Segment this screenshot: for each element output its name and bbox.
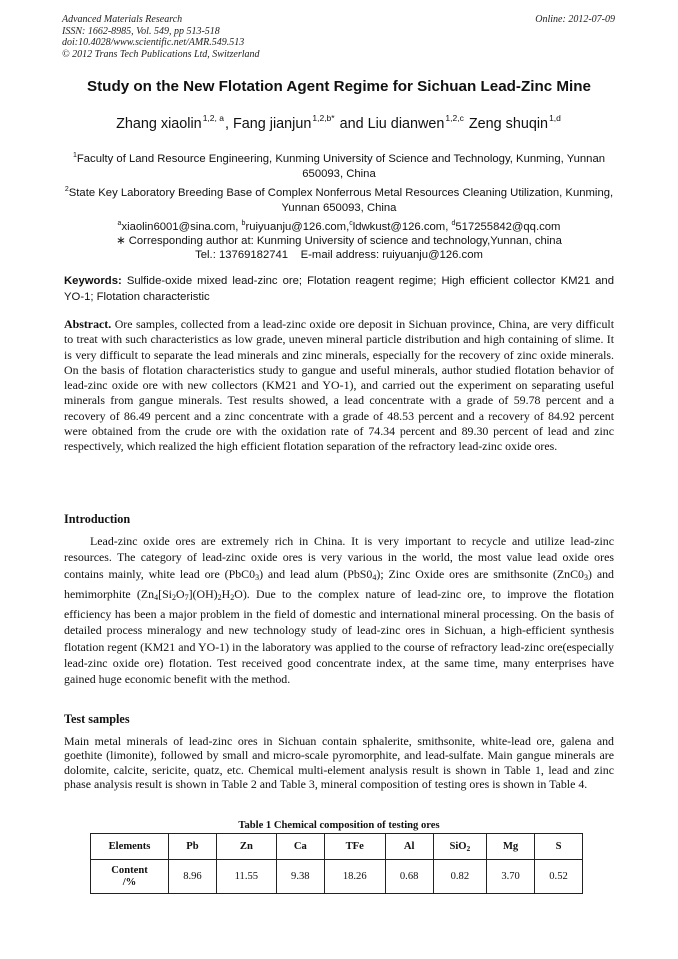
abstract [64, 317, 614, 454]
abstract-text: Ore samples, collected from a lead-zinc oxide ore deposit in Sichuan province, China, are very difficult to treat with such characteristics as low grade, uneven mineral particle distribution and high containing of slime. It is very difficult to separate the lead minerals and zinc minerals, especially for the recovery of zinc oxide minerals. On the basis of flotation characteristics study to gangue and useful minerals, author studied flotation behavior of lead-zinc oxide ore with new collectors (KM21 and YO-1), and carried out the experiment on separating useful minerals from gangue minerals. Test results showed, a lead concentrate with a grade of 59.78 percent and a recovery of 86.49 percent and a zinc concentrate with a grade of 48.53 percent and a recovery of 84.92 percent were obtained from the crude ore with the oxidation rate of 74.34 percent and 89.30 percent of lead and zinc respectively, which realized the high efficient flotation separation of the refractory lead-zinc oxide ores. [64, 317, 614, 453]
abstract-label: Abstract. [64, 317, 112, 331]
table-header-cell: S [535, 834, 583, 860]
table-header-cell: Pb [169, 834, 217, 860]
affiliation-text: Faculty of Land Resource Engineering, Kunming University of Science and Technology, Kunming, Yunnan 650093, China [76, 153, 606, 180]
author-affil-mark: 1,d [549, 113, 561, 123]
issn-line: ISSN: 1662-8985, Vol. 549, pp 513-518 [62, 25, 220, 37]
email-mark: d [451, 220, 456, 227]
author-name: Zhang xiaolin [116, 116, 202, 132]
journal-name: Advanced Materials Research [62, 14, 183, 25]
table-caption: Table 1 Chemical composition of testing ores [238, 820, 440, 831]
table-header-cell: TFe [324, 834, 385, 860]
table-row [91, 860, 583, 894]
keywords-label: Keywords: [64, 275, 122, 287]
affiliation-mark: 2 [64, 186, 69, 193]
email-link[interactable]: ldwkust@126.com, [352, 221, 452, 233]
keywords [64, 274, 614, 305]
affiliation-text: State Key Laboratory Breeding Base of Complex Nonferrous Metal Resources Cleaning Utilization, Kunming, Yunnan 650093, China [68, 187, 614, 214]
table-header-cell: Mg [487, 834, 535, 860]
introduction-paragraph: Lead-zinc oxide ores are extremely rich in China. It is very important to recycle and utilize lead-zinc resources. The category of lead-zinc oxide ores is very various in the world, the most value lead oxide ores contains mainly, white lead ore $(PbC0_3)$ and lead alum $(PbS0_4)$; Zinc Oxide ores are smithsonite $(ZnC0_3)$ and hemimorphite $(Zn_4[Si_2O_7](OH)_2H_2O)$. Due to the complex nature of lead-zinc ore, to improve the flotation efficiency has been a major problem in the field of domestic and international mineral processing. On the basis of detailed process mineralogy and new technology study of lead-zinc ores in Sichuan, a high-efficient synthesis flotation regent (KM21 and YO-1) in the laboratory was applied to the course of refractory lead-zinc ore(especially lead-zinc oxide ore) flotation. Test received good concentrate index, at the same time, many enterprises have gained huge economic benefit with the method. [64, 534, 614, 686]
contact-block [0, 217, 678, 262]
email-link[interactable]: ruiyuanju@126.com, [245, 221, 350, 233]
online-date: Online: 2012-07-09 [535, 14, 615, 25]
affiliation-1 [64, 148, 614, 182]
author-affil-mark: 1,2,c [445, 113, 464, 123]
table-header-cell: SiO$_2$ [433, 834, 487, 860]
author-separator: and [335, 116, 368, 132]
table-cell: 11.55 [216, 860, 276, 894]
table-cell: 0.82 [433, 860, 487, 894]
email-mark: a [117, 220, 122, 227]
table-cell: 0.68 [385, 860, 433, 894]
table-header-cell: Zn [216, 834, 276, 860]
doi-line: doi:10.4028/www.scientific.net/AMR.549.513 [62, 37, 245, 48]
author-name: Fang jianjun [232, 116, 312, 132]
test-samples-paragraph: Main metal minerals of lead-zinc ores in Sichuan contain sphalerite, smithsonite, white-lead ore, galena and goethite (limonite), followed by small and micro-scale pyromorphite, and lead-sulfate. Main gangue minerals are dolomite, calcite, sericite, quatz, etc. Chemical multi-element analysis result is shown in Table 1, lead and zinc phase analysis result is shown in Table 2 and Table 3, mineral composition of testing ores is shown in Table 4. [64, 734, 614, 791]
chemical-composition-table [90, 833, 583, 894]
running-header [62, 14, 260, 60]
keywords-text: Sulfide-oxide mixed lead-zinc ore; Flotation reagent regime; High efficient collector KM21 and YO-1; Flotation characteristic [64, 275, 614, 303]
table-header-cell: Al [385, 834, 433, 860]
table-row-label: Content /% [91, 860, 169, 894]
author-affil-mark: 1,2,b* [312, 113, 335, 123]
copyright-line: © 2012 Trans Tech Publications Ltd, Switzerland [62, 48, 260, 60]
affiliation-mark: 1 [72, 152, 77, 159]
email-mark: c [349, 220, 353, 227]
email-line [0, 217, 678, 234]
table-cell: 8.96 [169, 860, 217, 894]
affiliation-2 [64, 182, 614, 216]
contact-line: Tel.: 13769182741 E-mail address: ruiyuanju@126.com [195, 249, 483, 261]
email-link[interactable]: xiaolin6001@sina.com, [121, 221, 242, 233]
author-name: Liu dianwen [367, 116, 445, 132]
table-header-row [91, 834, 583, 860]
table-cell: 9.38 [276, 860, 324, 894]
email-link[interactable]: 517255842@qq.com [455, 221, 561, 233]
author-name: Zeng shuqin [468, 116, 549, 132]
table-cell: 3.70 [487, 860, 535, 894]
table-cell: 18.26 [324, 860, 385, 894]
author-affil-mark: 1,2, a [202, 113, 224, 123]
table-header-cell: Elements [91, 834, 169, 860]
email-mark: b [241, 220, 246, 227]
section-heading-test-samples: Test samples [64, 712, 130, 726]
paper-title: Study on the New Flotation Agent Regime for Sichuan Lead-Zinc Mine [86, 78, 592, 95]
corresponding-author: ∗ Corresponding author at: Kunming University of science and technology,Yunnan, china [116, 235, 562, 247]
section-heading-introduction: Introduction [64, 512, 131, 526]
author-list [0, 113, 678, 132]
table-cell: 0.52 [535, 860, 583, 894]
table-header-cell: Ca [276, 834, 324, 860]
author-separator: , [224, 116, 233, 132]
